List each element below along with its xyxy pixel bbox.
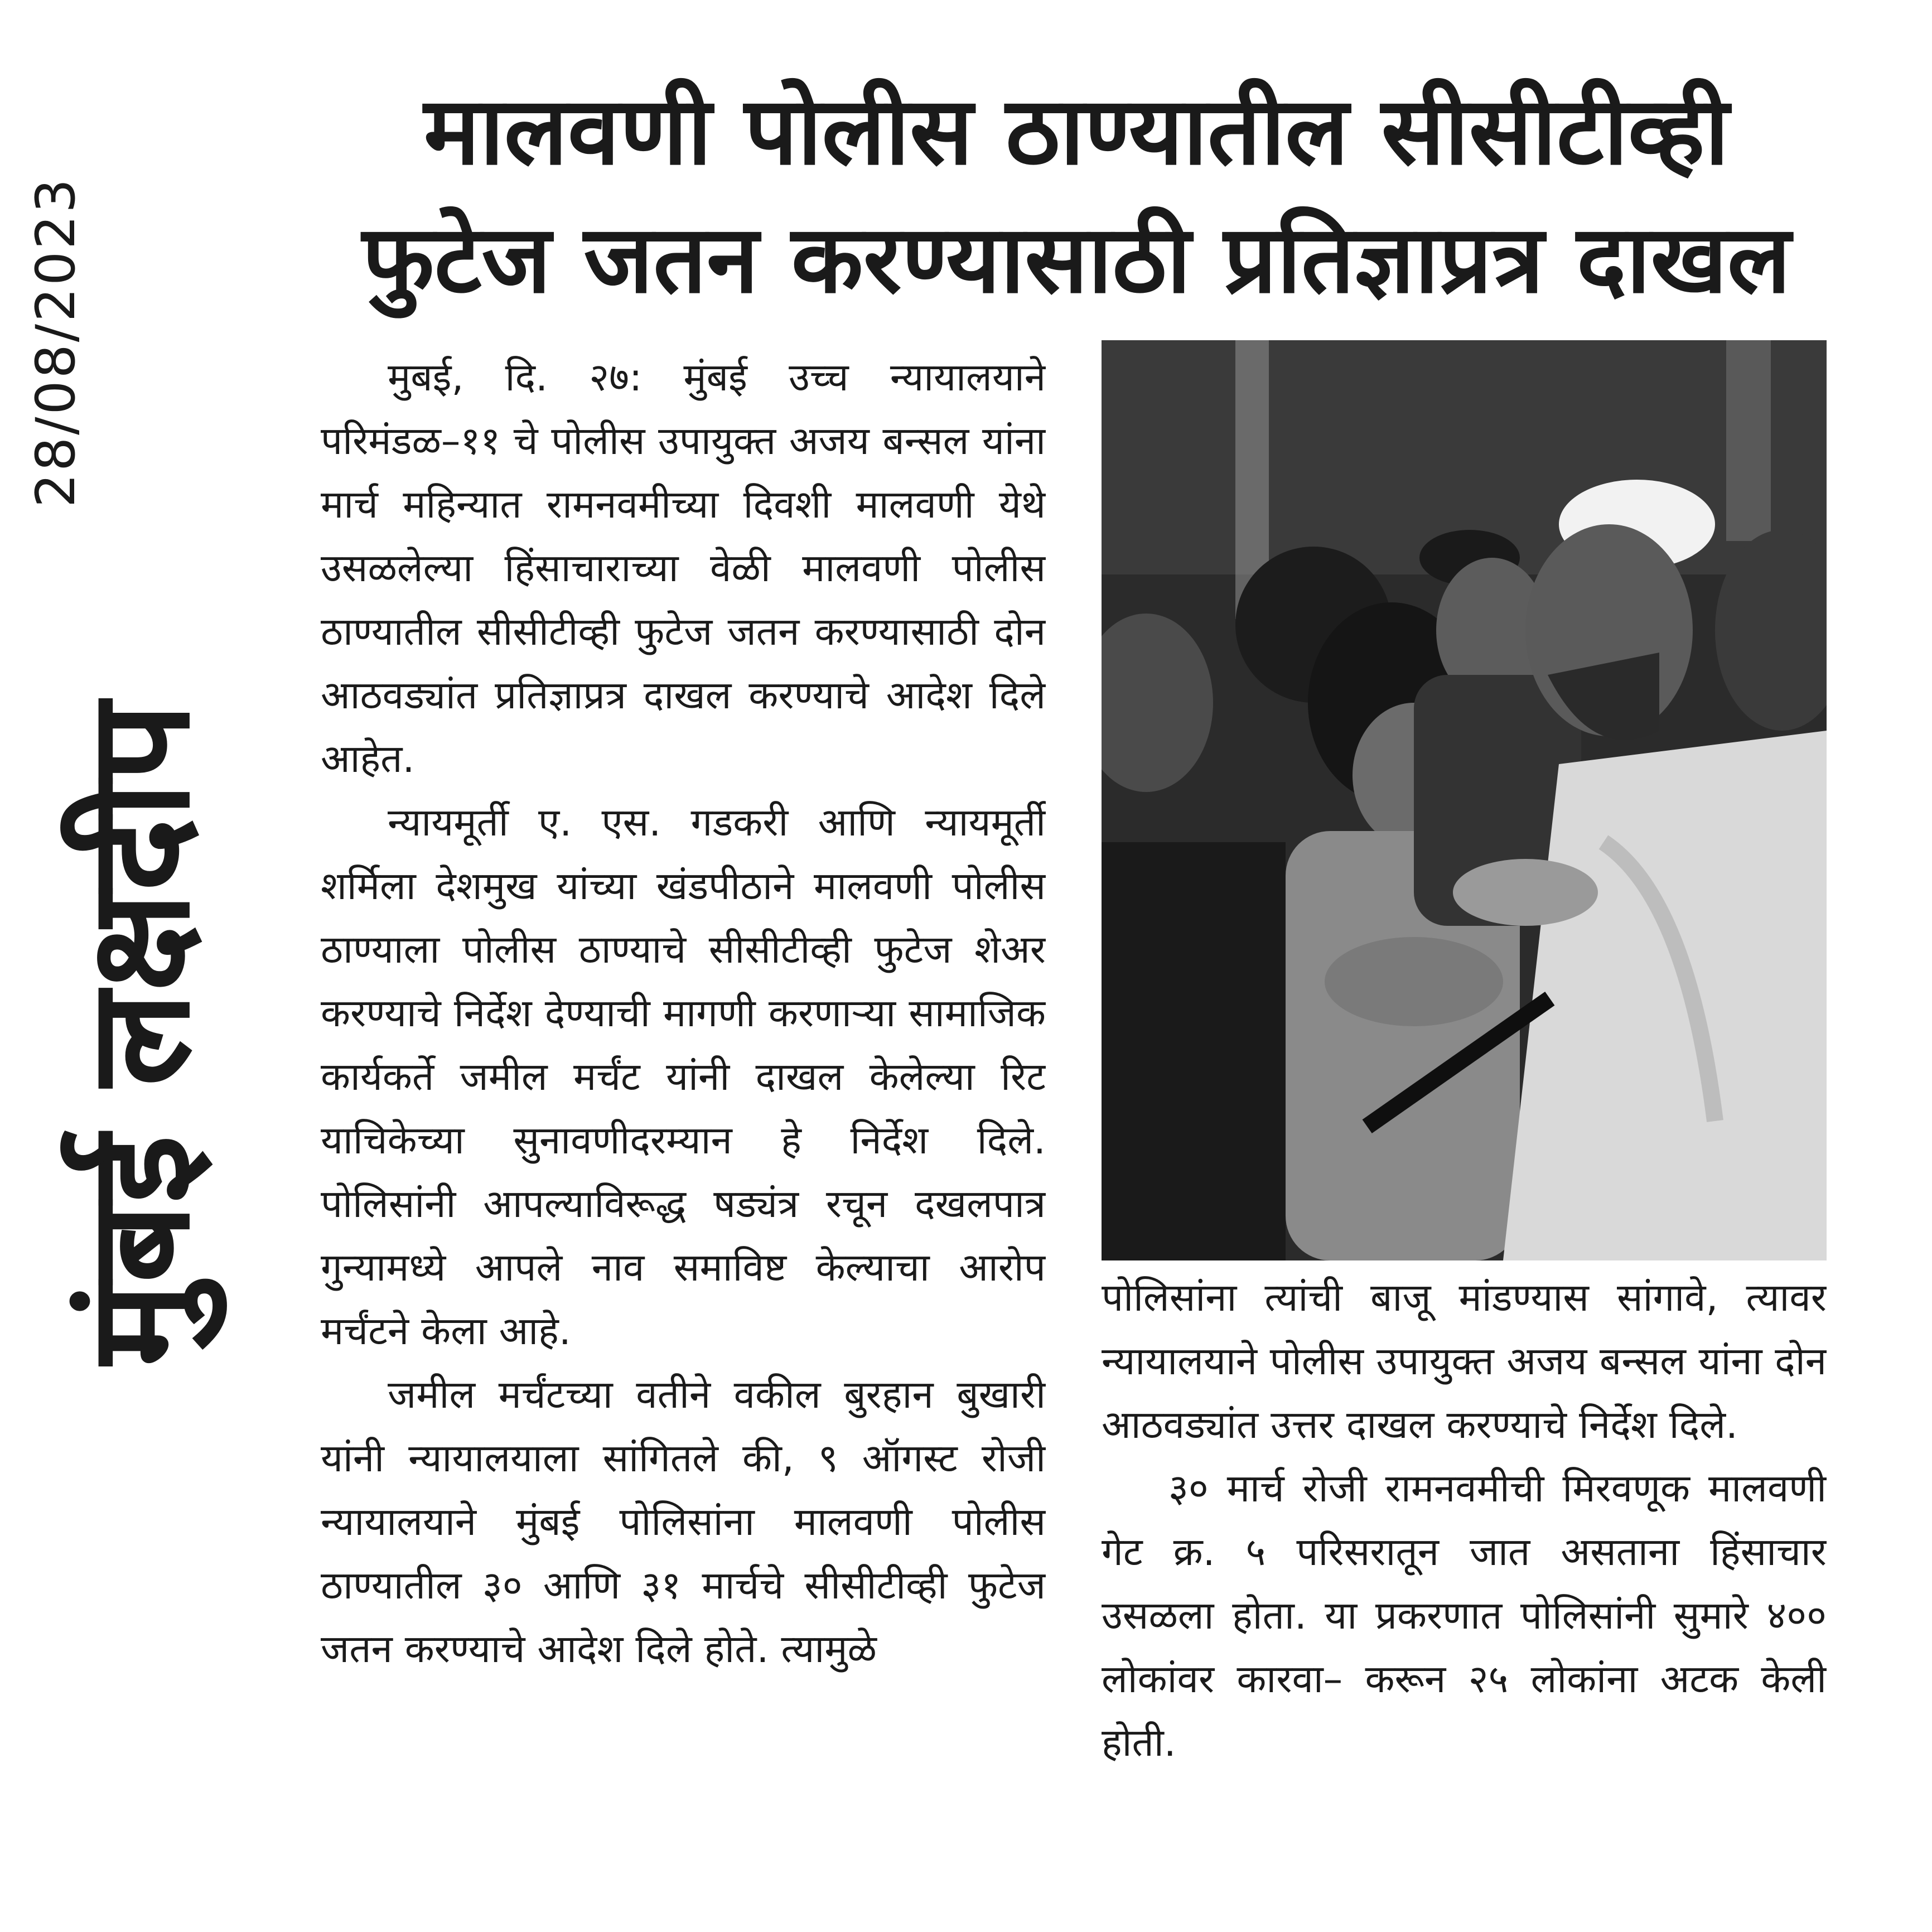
article-paragraph: न्यायमूर्ती ए. एस. गडकरी आणि न्यायमूर्ती शर्मिला देशमुख यांच्या खंडपीठाने मालवणी पोलीस ठाण्याला पोलीस ठाण्याचे सीसीटीव्ही फुटेज शेअर करण्याचे निर्देश देण्याची मागणी करणाऱ्या सामाजिक कार्यकर्ते जमील मर्चंट यांनी दाखल केलेल्या रिट याचिकेच्या सुनावणीदरम्यान हे निर्देश दिले. पोलिसांनी आपल्याविरूद्ध षड्यंत्र रचून दखलपात्र गुन्यामध्ये आपले नाव समाविष्ट केल्याचा आरोप मर्चंटने केला आहे. <box>321 800 1046 1354</box>
newspaper-masthead: मुंबई लक्षदीप <box>58 702 220 1366</box>
headline <box>312 67 1841 323</box>
article-paragraph: ३० मार्च रोजी रामनवमीची मिरवणूक मालवणी गेट क्र. ५ परिसरातून जात असताना हिंसाचार उसळला होता. या प्रकरणात पोलिसांनी सुमारे ४०० लोकांवर कारवा– करून २५ लोकांना अटक केली होती. <box>1102 1466 1827 1765</box>
news-photo-illustration <box>1102 340 1827 1260</box>
headline-line-2: फुटेज जतन करण्यासाठी प्रतिज्ञाप्रत्र दाखल <box>362 205 1791 314</box>
article-paragraph: जमील मर्चंटच्या वतीने वकील बुरहान बुखारी यांनी न्यायालयाला सांगितले की, ९ ऑगस्ट रोजी न्यायालयाने मुंबई पोलिसांना मालवणी पोलीस ठाण्यातील ३० आणि ३१ मार्चचे सीसीटीव्ही फुटेज जतन करण्याचे आदेश दिले होते. त्यामुळे <box>321 1373 1046 1672</box>
article-column-left <box>321 346 1046 1907</box>
article-paragraph: पोलिसांना त्यांची बाजू मांडण्यास सांगावे, त्यावर न्यायालयाने पोलीस उपायुक्त अजय बन्सल यांना दोन आठवड्यांत उत्तर दाखल करण्याचे निर्देश दिले. <box>1102 1276 1827 1447</box>
publication-date: 28/08/2023 <box>25 176 87 508</box>
article-paragraph: मुबई, दि. २७: मुंबई उच्च न्यायालयाने परिमंडळ–११ चे पोलीस उपायुक्त अजय बन्सल यांना मार्च महिन्यात रामनवमीच्या दिवशी मालवणी येथे उसळलेल्या हिंसाचाराच्या वेळी मालवणी पोलीस ठाण्यातील सीसीटीव्ही फुटेज जतन करण्यासाठी दोन आठवड्यांत प्रतिज्ञाप्रत्र दाखल करण्याचे आदेश दिले आहेत. <box>321 355 1046 781</box>
article-column-right <box>1102 1266 1827 1913</box>
headline-line-1: मालवणी पोलीस ठाण्यातील सीसीटीव्ही <box>423 76 1730 186</box>
news-photo <box>1102 340 1827 1260</box>
